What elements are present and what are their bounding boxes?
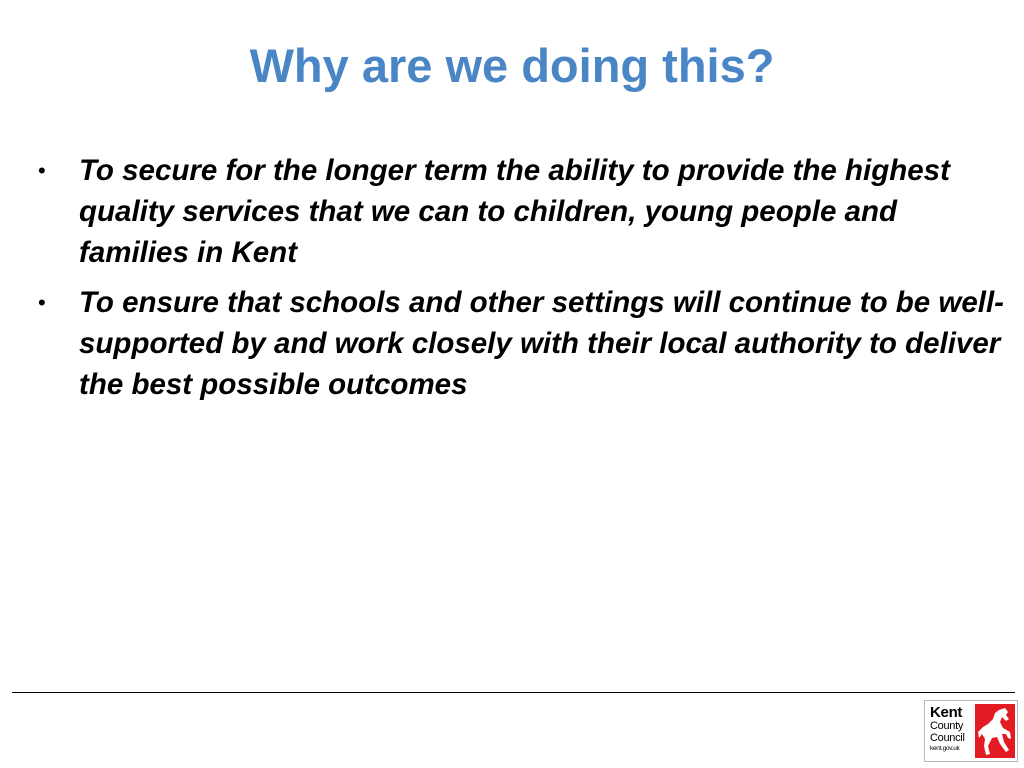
slide-title: Why are we doing this? [249,39,775,92]
bullet-item [32,282,1007,405]
logo-line-kent: Kent [930,704,963,721]
logo-wordmark [930,705,976,753]
bullet-list [32,150,1007,414]
logo-line-county: County [930,720,964,732]
bullet-text: To secure for the longer term the ability to provide the highest quality services that we can to children, young people and families in Kent [79,154,950,269]
bullet-item [32,150,1007,273]
logo-line-url: kent.gov.uk [930,745,960,752]
bullet-marker: • [38,158,46,183]
bullet-marker: • [38,290,46,315]
white-horse-icon [975,704,1015,758]
footer-divider [12,692,1015,693]
logo-line-council: Council [930,732,965,744]
kent-county-council-logo [924,700,1018,762]
bullet-text: To ensure that schools and other settings will continue to be well-supported by and work closely with their local authority to deliver the best possible outcomes [79,286,1004,401]
